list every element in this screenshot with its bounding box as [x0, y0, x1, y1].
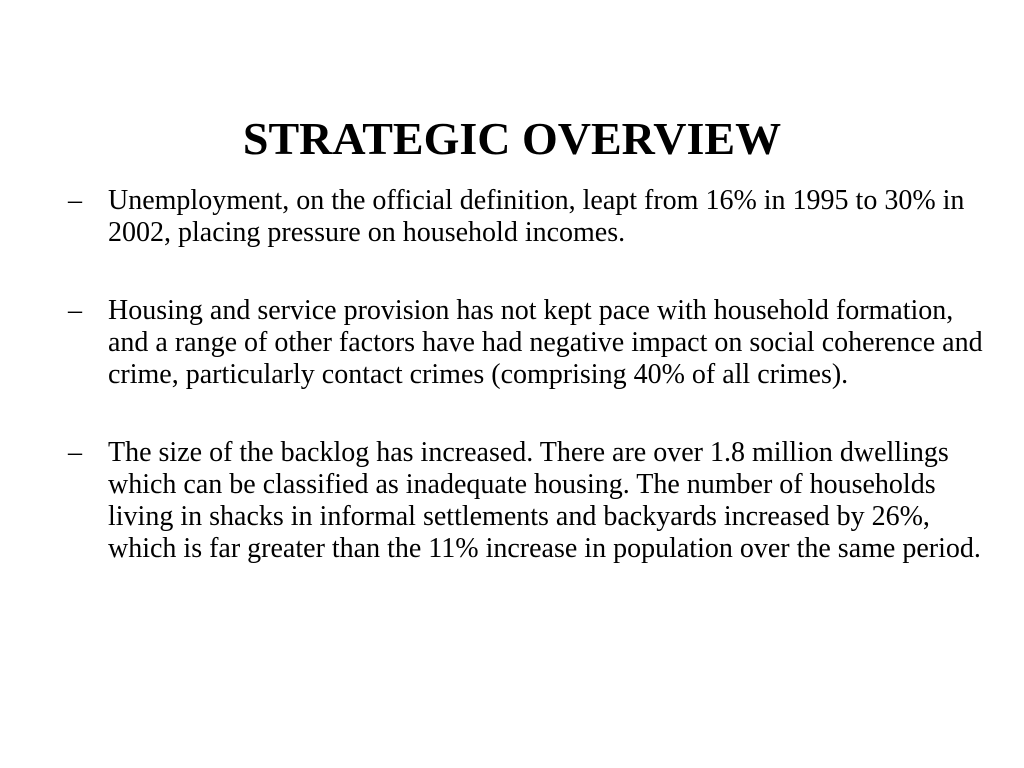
- bullet-dash-icon: –: [68, 185, 82, 216]
- bullet-text: The size of the backlog has increased. There are over 1.8 million dwellings which can be classified as inadequate housing. The number of households living in shacks in informal settlements and backyards increased by 26%, which is far greater than the 11% increase in population over the same period.: [108, 437, 981, 564]
- bullet-dash-icon: –: [68, 295, 82, 326]
- bullet-item-unemployment: [60, 185, 990, 249]
- slide-title: STRATEGIC OVERVIEW: [242, 113, 782, 164]
- bullet-dash-icon: –: [68, 437, 82, 468]
- bullet-item-backlog: [60, 437, 990, 565]
- bullet-list: [60, 185, 990, 611]
- bullet-item-housing: [60, 295, 990, 391]
- bullet-text: Housing and service provision has not kept pace with household formation, and a range of other factors have had negative impact on social coherence and crime, particularly contact crimes (comprising 40% of all crimes).: [108, 295, 983, 390]
- bullet-text: Unemployment, on the official definition, leapt from 16% in 1995 to 30% in 2002, placing pressure on household incomes.: [108, 185, 965, 248]
